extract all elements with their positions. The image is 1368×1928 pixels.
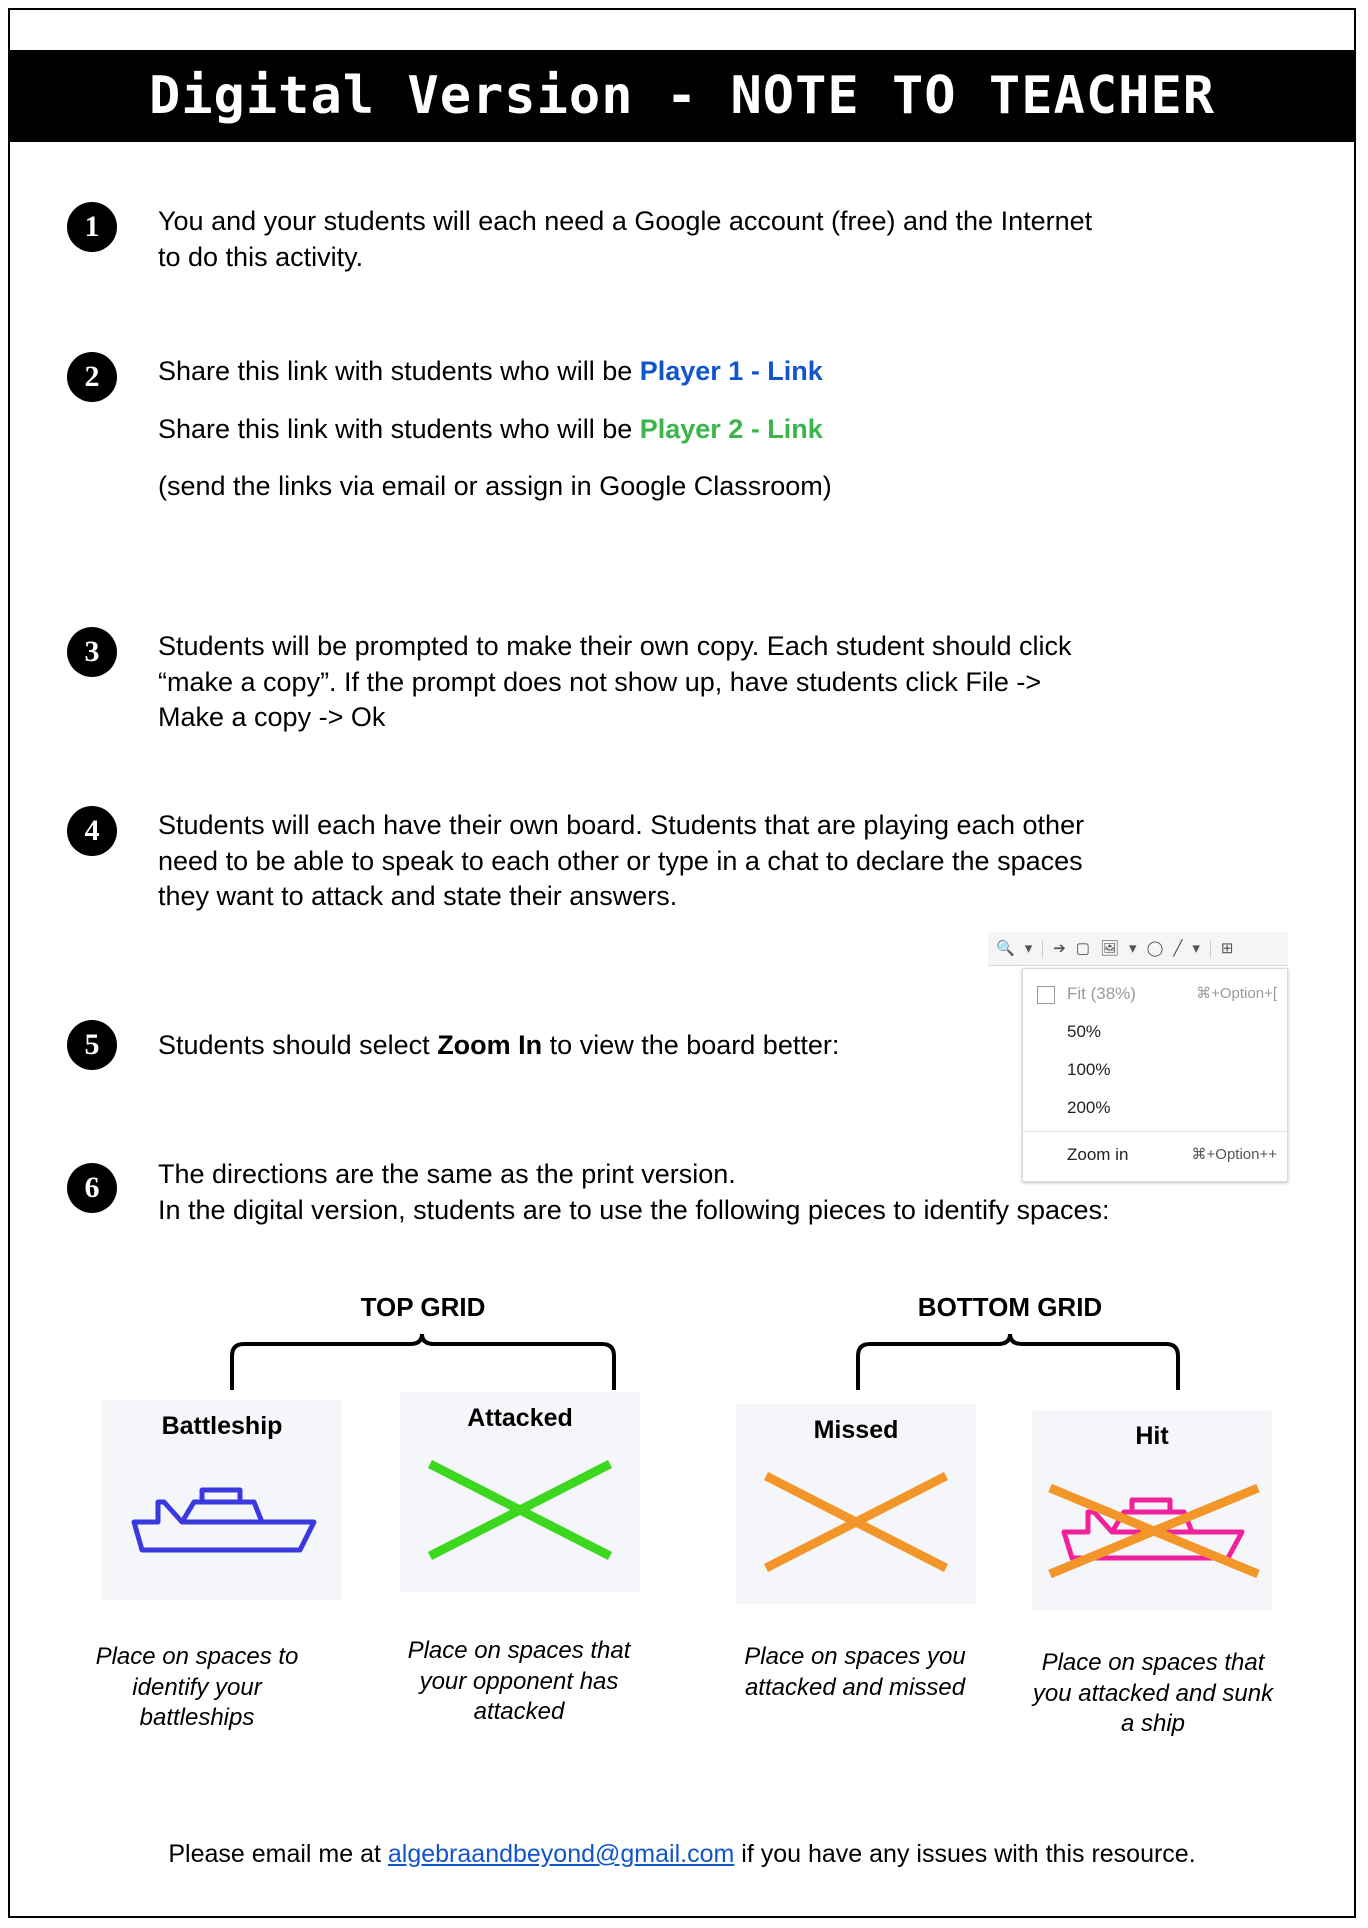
- step-1-line-2: to do this activity.: [158, 241, 364, 272]
- step-1-line-1: You and your students will each need a Google account (free) and the Internet: [158, 206, 1093, 236]
- toolbar-divider-1: [1042, 940, 1043, 958]
- step-6-text: [158, 1157, 1338, 1228]
- zoom-menu-item-200-label: 200%: [1067, 1098, 1111, 1117]
- step-5-emphasis: Zoom In: [437, 1030, 543, 1060]
- zoom-menu-item-100-label: 100%: [1067, 1060, 1111, 1079]
- piece-card-attacked: [400, 1392, 640, 1592]
- step-4-line-2: need to be able to speak to each other or type in a chat to declare the spaces: [158, 845, 1083, 876]
- zoom-menu-item-50[interactable]: [1023, 1013, 1287, 1051]
- step-3-line-1: Students will be prompted to make their own copy. Each student should click: [158, 631, 1072, 661]
- piece-title-missed: Missed: [813, 1416, 899, 1444]
- zoom-menu-item-zoom-in-shortcut: ⌘+Option++: [1191, 1146, 1277, 1163]
- step-2-line-2-prefix: Share this link with students who will be: [158, 413, 640, 444]
- step-6-line-1: The directions are the same as the print version.: [158, 1159, 736, 1189]
- footer-prefix: Please email me at: [168, 1840, 388, 1868]
- email-link[interactable]: algebraandbeyond@gmail.com: [387, 1840, 735, 1868]
- step-5-prefix: Students should select: [158, 1030, 438, 1060]
- step-2-line-1-prefix: Share this link with students who will be: [158, 356, 640, 386]
- step-4-line-3: they want to attack and state their answers.: [158, 881, 678, 912]
- page-inner: [10, 10, 1354, 1916]
- zoom-menu-item-50-label: 50%: [1067, 1022, 1102, 1041]
- page-title: Digital Version - NOTE TO TEACHER: [148, 66, 1216, 126]
- player-2-link[interactable]: Player 2 - Link: [639, 413, 823, 444]
- zoom-menu-left-strip: [988, 968, 1023, 1182]
- zoom-menu-item-zoom-in-label: Zoom in: [1067, 1145, 1129, 1164]
- zoom-menu-item-fit-label: Fit (38%): [1067, 984, 1136, 1003]
- step-4-text: [158, 808, 1318, 915]
- fit-icon: [1037, 986, 1055, 1004]
- piece-caption-attacked: Place on spaces that your opponent has attacked: [407, 1637, 631, 1726]
- top-grid-label: TOP GRID: [360, 1292, 486, 1322]
- step-3-line-2: “make a copy”. If the prompt does not show up, have students click File ->: [158, 666, 1042, 697]
- caret-down-icon[interactable]: ▾: [1024, 940, 1033, 957]
- toolbar-divider-2: [1210, 940, 1211, 958]
- image-icon[interactable]: 🖼: [1099, 940, 1120, 957]
- pink-battleship-orange-x-icon: [1042, 1462, 1272, 1592]
- step-1-text: [158, 204, 1298, 275]
- orange-x-icon: [754, 1462, 958, 1582]
- zoom-menu-item-fit[interactable]: [1023, 975, 1287, 1013]
- slides-toolbar: [988, 932, 1288, 966]
- piece-caption-battleship: Place on spaces to identify your battleships: [95, 1643, 299, 1732]
- cursor-icon[interactable]: ➔: [1053, 940, 1066, 957]
- caret-down-icon-3[interactable]: ▾: [1192, 940, 1200, 957]
- page-title-banner: [10, 50, 1354, 142]
- spacer-2: [158, 447, 1298, 469]
- step-4-number: 4: [67, 806, 117, 856]
- player-1-link[interactable]: Player 1 - Link: [639, 356, 823, 386]
- footer-contact: [10, 1840, 1354, 1869]
- comment-icon[interactable]: ⊞: [1220, 940, 1234, 957]
- step-2-line-1: [158, 354, 1298, 390]
- piece-card-hit: [1032, 1410, 1272, 1610]
- top-grid-brace-icon: [220, 1332, 640, 1394]
- step-6-line-2: In the digital version, students are to use the following pieces to identify spaces:: [158, 1194, 1110, 1225]
- step-2-text: [158, 354, 1298, 505]
- step-3-number: 3: [67, 627, 117, 677]
- textbox-icon[interactable]: ▢: [1075, 940, 1090, 957]
- zoom-dropdown-menu[interactable]: [1022, 968, 1288, 1182]
- bottom-grid-label: BOTTOM GRID: [917, 1292, 1103, 1322]
- step-5-text: [158, 1028, 988, 1064]
- piece-title-battleship: Battleship: [161, 1412, 283, 1440]
- step-3-line-3: Make a copy -> Ok: [158, 702, 386, 733]
- zoom-menu-item-100[interactable]: [1023, 1051, 1287, 1089]
- step-2-line-2: [158, 412, 1298, 448]
- piece-caption-hit: Place on spaces that you attacked and sunk a ship: [1032, 1649, 1274, 1738]
- zoom-menu-item-200[interactable]: [1023, 1089, 1287, 1127]
- line-icon[interactable]: ╱: [1173, 940, 1183, 957]
- step-5-number: 5: [67, 1020, 117, 1070]
- worksheet-page: [8, 8, 1356, 1918]
- step-5-suffix: to view the board better:: [542, 1030, 840, 1060]
- zoom-menu-divider: [1023, 1131, 1287, 1132]
- piece-card-missed: [736, 1404, 976, 1604]
- blue-battleship-icon: [122, 1462, 322, 1582]
- piece-title-hit: Hit: [1135, 1422, 1169, 1450]
- caret-down-icon-2[interactable]: ▾: [1129, 940, 1137, 957]
- step-1-number: 1: [67, 202, 117, 252]
- step-3-text: [158, 629, 1308, 736]
- piece-caption-missed: Place on spaces you attacked and missed: [744, 1643, 966, 1701]
- step-2-line-3: (send the links via email or assign in Google Classroom): [158, 471, 832, 502]
- step-2-number: 2: [67, 352, 117, 402]
- bottom-grid-brace-icon: [848, 1332, 1188, 1394]
- zoom-menu-item-fit-shortcut: ⌘+Option+[: [1196, 985, 1277, 1002]
- step-4-line-1: Students will each have their own board. Students that are playing each other: [158, 810, 1085, 840]
- footer-suffix: if you have any issues with this resource.: [734, 1840, 1196, 1868]
- spacer-1: [158, 390, 1298, 412]
- zoom-icon[interactable]: 🔍: [996, 940, 1015, 957]
- step-6-number: 6: [67, 1163, 117, 1213]
- shape-icon[interactable]: ◯: [1146, 940, 1164, 957]
- green-x-icon: [418, 1450, 622, 1570]
- piece-card-battleship: [102, 1400, 342, 1600]
- piece-title-attacked: Attacked: [467, 1404, 573, 1432]
- zoom-menu-screenshot: [988, 932, 1288, 1182]
